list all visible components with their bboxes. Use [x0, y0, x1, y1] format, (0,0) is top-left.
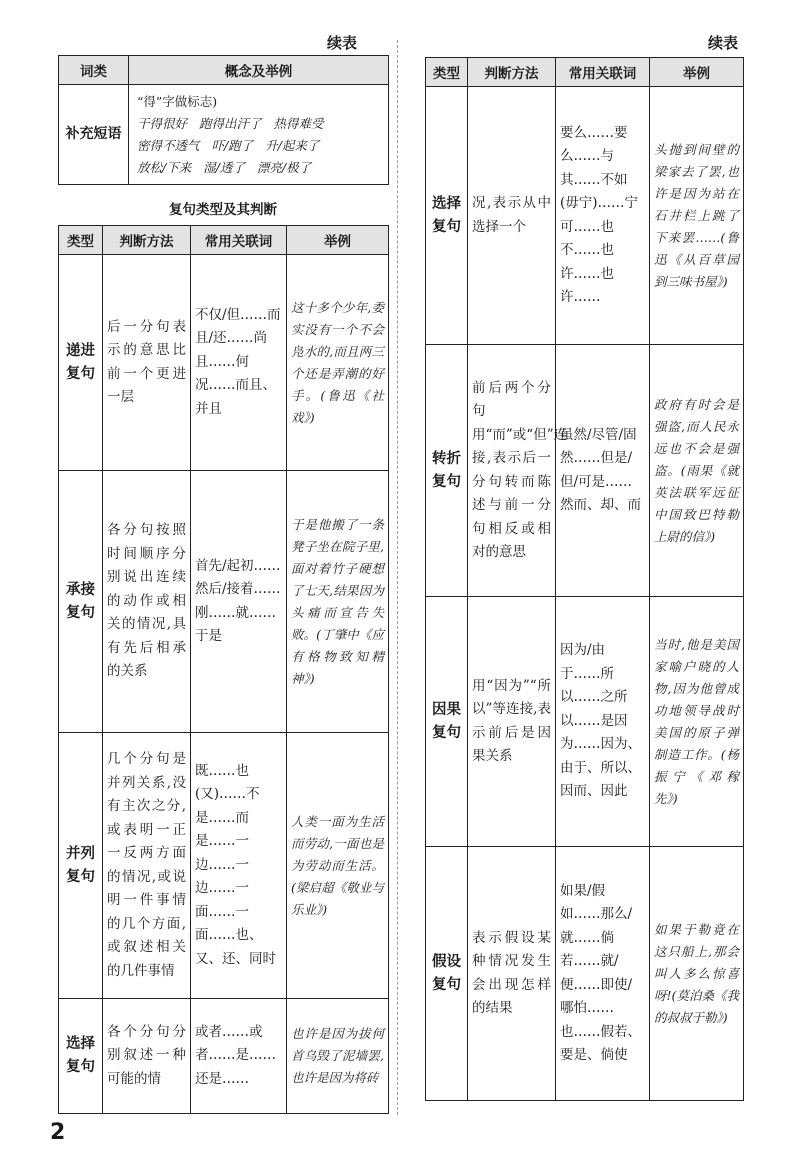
header-type: 类型 [426, 58, 468, 87]
supplement-header-row [59, 56, 389, 85]
header-conjunctions: 常用关联词 [191, 226, 287, 255]
header-type: 类型 [59, 226, 103, 255]
row-example: 政府有时会是强盗,而人民永远也不会是强盗。(雨果《就英法联军远征中国致巴特勒上尉的信》) [650, 345, 744, 597]
row-example: 这十多个少年,委实没有一个不会凫水的,而且两三个还是弄潮的好手。(鲁迅《社戏》) [287, 255, 389, 471]
row-method: 几个分句是并列关系,没有主次之分,或表明一正一反两方面的情况,或说明一件事情的几个方面,或叙述相关的几件事情 [103, 733, 191, 999]
row-conjunctions: 因为/由于……所以……之所以……是因为……因为、由于、所以、因而、因此 [556, 597, 650, 847]
row-type: 选择 复句 [426, 87, 468, 345]
phrase-line: 密得不透气 吓/跑了 升/起来了 [137, 137, 320, 153]
row-type: 假设 复句 [426, 847, 468, 1101]
row-type: 因果 复句 [426, 597, 468, 847]
row-conjunctions: 要么……要么……与其……不如(毋宁)……宁可……也不……也许……也许…… [556, 87, 650, 345]
row-example: 如果于勒竟在这只船上,那会叫人多么惊喜呀!(莫泊桑《我的叔叔于勒》) [650, 847, 744, 1101]
header-concept: 概念及举例 [129, 56, 389, 85]
header-method: 判断方法 [468, 58, 556, 87]
header-example: 举例 [287, 226, 389, 255]
row-example: 当时,他是美国家喻户晓的人物,因为他曾成功地领导战时美国的原子弹制造工作。(杨振宁《邓稼先》) [650, 597, 744, 847]
row-conjunctions: 首先/起初……然后/接着……刚……就……于是 [191, 471, 287, 733]
row-method: 各分句按照时间顺序分别说出连续的动作或相关的情况,具有先后相承的关系 [103, 471, 191, 733]
row-example: 也许是因为拔何首乌毁了泥墙罢,也许是因为将砖 [287, 999, 389, 1114]
table-row-parallel [59, 733, 389, 999]
row-conjunctions: 既……也(又)……不是……而是……一边……一边……一面……一面……也、又、还、同时 [191, 733, 287, 999]
supplement-table [58, 55, 389, 185]
row-conjunctions: 或者……或者……是……还是…… [191, 999, 287, 1114]
row-method: 表示假设某种情况发生会出现怎样的结果 [468, 847, 556, 1101]
table-row-causal [426, 597, 744, 847]
row-conjunctions: 虽然/尽管/固然……但是/但/可是……然而、却、而 [556, 345, 650, 597]
column-divider [397, 40, 398, 1115]
header-method: 判断方法 [103, 226, 191, 255]
header-conjunctions: 常用关联词 [556, 58, 650, 87]
row-type: 选择 复句 [59, 999, 103, 1114]
row-type: 承接 复句 [59, 471, 103, 733]
table-row-alternative-cont [426, 87, 744, 345]
supplement-row [59, 85, 389, 185]
row-method: 前后两个分句用“而”或“但”连接,表示后一分句转而陈述与前一分句相反或相对的意思 [468, 345, 556, 597]
row-example: 人类一面为生活而劳动,一面也是为劳动而生活。(梁启超《敬业与乐业》) [287, 733, 389, 999]
row-example: 头抛到间壁的梁家去了罢,也许是因为站在石井栏上跳了下来罢……(鲁迅《从百草园到三味书屋》) [650, 87, 744, 345]
table-row-sequential [59, 471, 389, 733]
row-type: 并列 复句 [59, 733, 103, 999]
row-conjunctions: 不仅/但……而且/还……尚且……何况……而且、并且 [191, 255, 287, 471]
table-row-hypothetical [426, 847, 744, 1101]
supplement-marker: “得”字做标志) [137, 93, 218, 109]
table-header-row [59, 226, 389, 255]
table-header-row [426, 58, 744, 87]
header-example: 举例 [650, 58, 744, 87]
row-method: 后一分句表示的意思比前一个更进一层 [103, 255, 191, 471]
complex-table-left [58, 225, 389, 1114]
table-row-progressive [59, 255, 389, 471]
phrase-line: 放松/下来 湿/透了 漂亮/极了 [137, 159, 312, 175]
row-type: 转折 复句 [426, 345, 468, 597]
table-row-alternative [59, 999, 389, 1114]
supplement-content [129, 85, 389, 185]
page-number: 2 [50, 1120, 66, 1145]
phrase-line: 干得很好 跑得出汗了 热得难受 [137, 115, 324, 131]
complex-table-right [425, 57, 744, 1101]
supplement-type: 补充短语 [59, 85, 129, 185]
row-type: 递进 复句 [59, 255, 103, 471]
row-method: 各个分句分别叙述一种可能的情 [103, 999, 191, 1114]
continued-label-left: 续表 [326, 34, 357, 52]
complex-sentence-title: 复句类型及其判断 [169, 202, 277, 218]
row-example: 于是他搬了一条凳子坐在院子里,面对着竹子硬想了七天,结果因为头痛而宣告失败。(丁肇中《应有格物致知精神》) [287, 471, 389, 733]
row-conjunctions: 如果/假如……那么/就……倘若……就/便……即使/哪怕……也……假若、要是、倘使 [556, 847, 650, 1101]
continued-label-right: 续表 [707, 34, 738, 52]
row-method: 用“因为”“所以”等连接,表示前后是因果关系 [468, 597, 556, 847]
row-method: 况,表示从中选择一个 [468, 87, 556, 345]
header-word-class: 词类 [59, 56, 129, 85]
table-row-adversative [426, 345, 744, 597]
